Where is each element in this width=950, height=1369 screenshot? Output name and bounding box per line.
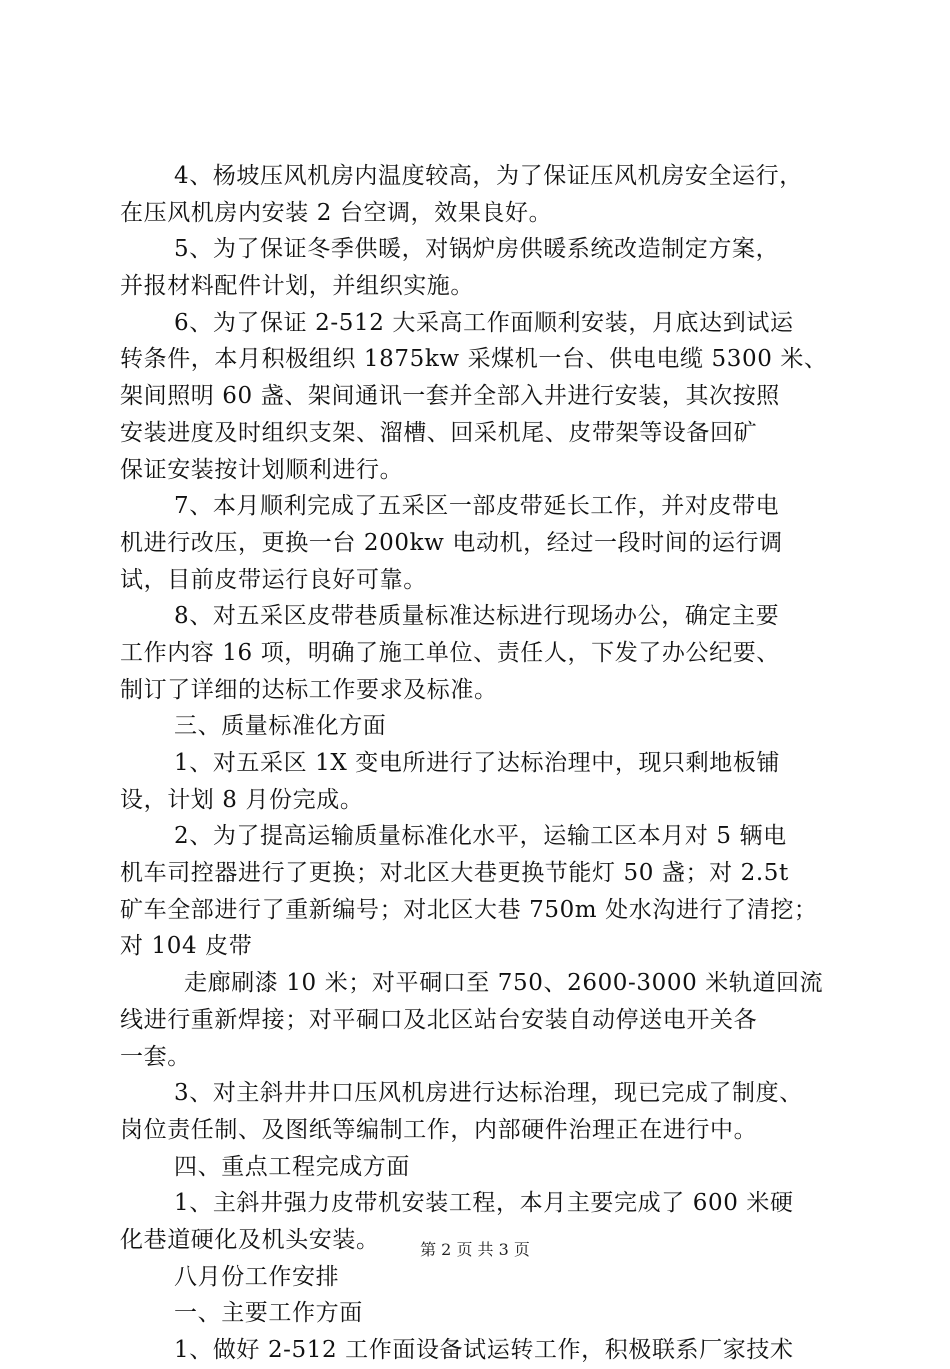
text-line: 四、重点工程完成方面: [174, 1153, 410, 1180]
text-line: 架间照明 60 盏、架间通讯一套并全部入井进行安装，其次按照: [120, 383, 780, 410]
text-line: 走廊刷漆 10 米；对平硐口至 750、2600-3000 米轨道回流: [184, 970, 824, 997]
text-line: 保证安装按计划顺利进行。: [120, 456, 404, 483]
text-line: 线进行重新焊接；对平硐口及北区站台安装自动停送电开关各: [120, 1006, 758, 1033]
text-line: 转条件，本月积极组织 1875kw 采煤机一台、供电电缆 5300 米、: [120, 346, 828, 373]
text-line: 制订了详细的达标工作要求及标准。: [120, 676, 498, 703]
text-line: 三、质量标准化方面: [174, 713, 387, 740]
text-line: 机进行改压，更换一台 200kw 电动机，经过一段时间的运行调: [120, 529, 783, 556]
text-line: 对 104 皮带: [120, 933, 253, 960]
document-body: [120, 158, 834, 1369]
text-line: 8、对五采区皮带巷质量标准达标进行现场办公，确定主要: [174, 603, 780, 630]
text-line: 岗位责任制、及图纸等编制工作，内部硬件治理正在进行中。: [120, 1116, 758, 1143]
text-line: 6、为了保证 2-512 大采高工作面顺利安装，月底达到试运: [174, 309, 794, 336]
text-line: 4、杨坡压风机房内温度较高，为了保证压风机房安全运行，: [174, 163, 803, 189]
text-line: 2、为了提高运输质量标准化水平，运输工区本月对 5 辆电: [174, 823, 787, 850]
text-line: 安装进度及时组织支架、溜槽、回采机尾、皮带架等设备回矿: [120, 419, 758, 446]
text-line: 试，目前皮带运行良好可靠。: [120, 566, 427, 593]
text-line: 1、对五采区 1X 变电所进行了达标治理中，现只剩地板铺: [174, 750, 781, 776]
text-line: 设，计划 8 月份完成。: [120, 786, 364, 813]
text-line: 并报材料配件计划，并组织实施。: [120, 273, 474, 300]
text-line: 八月份工作安排: [174, 1263, 340, 1290]
text-line: 一、主要工作方面: [174, 1300, 363, 1327]
page-footer: 第 2 页 共 3 页: [420, 1240, 530, 1259]
text-line: 工作内容 16 项，明确了施工单位、责任人，下发了办公纪要、: [120, 639, 780, 666]
text-line: 矿车全部进行了重新编号；对北区大巷 750m 处水沟进行了清挖；: [120, 896, 818, 923]
text-line: 1、主斜井强力皮带机安装工程，本月主要完成了 600 米硬: [174, 1190, 794, 1217]
text-line: 化巷道硬化及机头安装。: [120, 1226, 380, 1253]
text-line: 机车司控器进行了更换；对北区大巷更换节能灯 50 盏；对 2.5t: [120, 860, 789, 887]
text-line: 1、做好 2-512 工作面设备试运转工作，积极联系厂家技术: [174, 1337, 794, 1363]
text-line: 7、本月顺利完成了五采区一部皮带延长工作，并对皮带电: [174, 493, 780, 520]
text-line: 一套。: [120, 1043, 191, 1070]
text-line: 3、对主斜井井口压风机房进行达标治理，现已完成了制度、: [174, 1080, 803, 1107]
text-line: 5、为了保证冬季供暖，对锅炉房供暖系统改造制定方案，: [174, 236, 780, 263]
text-line: 在压风机房内安装 2 台空调，效果良好。: [120, 199, 553, 226]
